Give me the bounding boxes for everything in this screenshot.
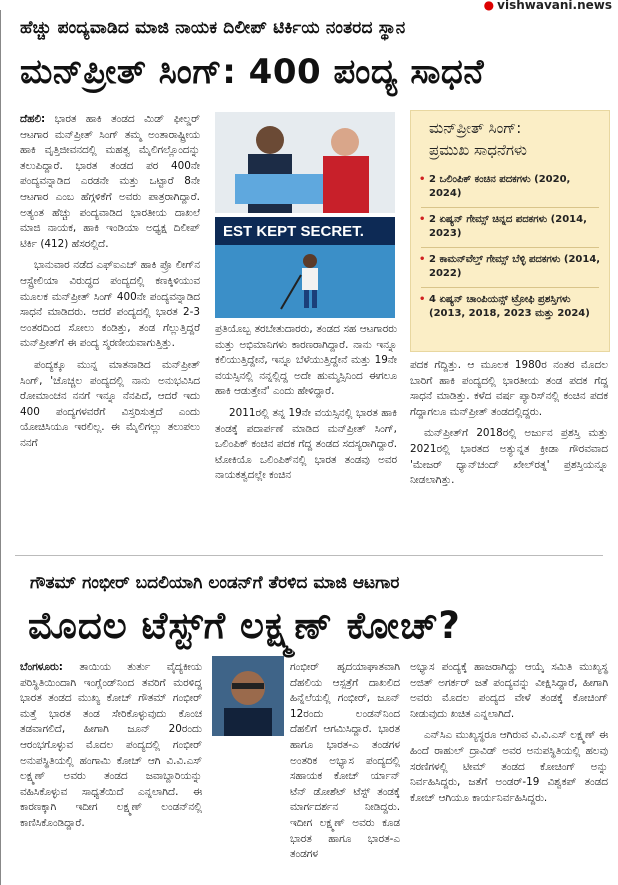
site-name-text: vishwavani.news: [497, 0, 612, 12]
story1-kicker: ಹೆಚ್ಚು ಪಂದ್ಯವಾಡಿದ ಮಾಜಿ ನಾಯಕ ದಿಲೀಪ್ ಟಿರ್ಕಿಯ ನಂತರದ ಸ್ಥಾನ: [20, 18, 406, 38]
action-photo-banner: EST KEPT SECRET.: [223, 223, 364, 240]
achievement-divider: [421, 207, 599, 208]
story2-col2-para-1: ಗಂಭೀರ್ ಹೃದಯಾಘಾತವಾಗಿ ದೆಹಲಿಯ ಆಸ್ಪತ್ರೆಗೆ ದಾಖಲಿದ ಹಿನ್ನೆಲೆಯಲ್ಲಿ ಗಂಭೀರ್, ಜೂನ್ 12ರಂದು ಲಂಡನ್‌ನಿಂದ ದೆಹಲಿಗೆ ಆಗಮಿಸಿದ್ದಾರೆ. ಭಾರತ ಹಾಗೂ ಭಾರತ-ಎ ತಂಡಗಳ ಅಂತರಿಕ ಅಭ್ಯಾಸ ಪಂದ್ಯದಲ್ಲಿ ಸಹಾಯಕ ಕೋಚ್ ರ್ಯಾನ್ ಟೆನ್ ಡೋಶೆಟ್ ಟೆಸ್ಟ್ ತಂಡಕ್ಕೆ ಮಾರ್ಗದರ್ಶನ ನೀಡಿದ್ದರು. ಇದೀಗ ಲಕ್ಷ್ಮಣ್ ಅವರು ಕೂಡ ಭಾರತ ಹಾಗೂ ಭಾರತ-ಎ ತಂಡಗಳ: [290, 661, 400, 861]
story2-col3-para-2: ಎನ್‌ಸಿಎ ಮುಖ್ಯಸ್ಥರೂ ಆಗಿರುವ ವಿ.ವಿ.ಎಸ್ ಲಕ್ಷ್ಮಣ್ ಈ ಹಿಂದೆ ರಾಹುಲ್ ದ್ರಾವಿಡ್ ಅವರ ಅನುಪಸ್ಥಿತಿಯಲ್ಲಿ ಹಲವು ಸರಣಿಗಳಲ್ಲಿ ಟೀಮ್ ತಂಡದ ಕೋಚಿಂಗ್ ಅನ್ನು ನಿರ್ವಹಿಸಿದ್ದರು, ಜತೆಗೆ ಅಂಡರ್-19 ವಿಶ್ವಕಪ್ ತಂಡದ ಕೋಚ್ ಆಗಿಯೂ ಕಾರ್ಯನಿರ್ವಹಿಸಿದ್ದರು.: [410, 729, 608, 804]
section-divider: [15, 555, 603, 556]
story1-col1-para-3: ಪಂದ್ಯಕ್ಕೂ ಮುನ್ನ ಮಾತನಾಡಿದ ಮನ್‌ಪ್ರೀತ್ ಸಿಂಗ್, 'ಚೊಚ್ಚಲ ಪಂದ್ಯದಲ್ಲಿ ನಾನು ಅನುಭವಿಸಿದ ರೋಮಾಂಚನ ನನಗೆ ಇನ್ನೂ ನೆನಪಿದೆ, ಆದರೆ ಇದು 400 ಪಂದ್ಯಗಳವರೆಗೆ ವಿಸ್ತರಿಸುತ್ತದೆ ಎಂದು ಯೋಚಿಸಿಯೂ ಇರಲಿಲ್ಲ. ಈ ಮೈಲಿಗಲ್ಲು ತಲುಪಲು ನನಗೆ: [20, 358, 200, 449]
story2-col1-text: ತಾಯಿಯ ತುರ್ತು ವೈದ್ಯಕೀಯ ಪರಿಸ್ಥಿತಿಯಿಂದಾಗಿ ಇಂಗ್ಲೆಂಡ್‌ನಿಂದ ತವರಿಗೆ ಮರಳಿದ್ದ ಭಾರತ ತಂಡದ ಮುಖ್ಯ ಕೋಚ್ ಗೌತಮ್ ಗಂಭೀರ್ ಮತ್ತೆ ಭಾರತ ತಂಡ ಸೇರಿಕೊಳ್ಳುವುದು ಕೊಂಚ ತಡವಾಗಲಿದೆ, ಹೀಗಾಗಿ ಜೂನ್ 20ರಂದು ಆರಂಭಗೊಳ್ಳುವ ಮೊದಲ ಪಂದ್ಯದಲ್ಲಿ ಗಂಭೀರ್ ಅನುಪಸ್ಥಿತಿಯಲ್ಲಿ ಹಂಗಾಮಿ ಕೋಚ್ ಆಗಿ ವಿ.ವಿ.ಎಸ್ ಲಕ್ಷ್ಮಣ್ ಅವರು ತಂಡದ ಜವಾಬ್ದಾರಿಯನ್ನು ವಹಿಸಿಕೊಳ್ಳುವ ಸಾಧ್ಯತೆಯಿದೆ ಎನ್ನಲಾಗಿದೆ. ಈ ಕಾರಣಕ್ಕಾಗಿ ಇದೀಗ ಲಕ್ಷ್ಮಣ್ ಲಂಡನ್‌ನಲ್ಲಿ ಕಾಣಿಸಿಕೊಂಡಿದ್ದಾರೆ.: [20, 661, 202, 829]
achievement-item-1-text: 2 ಒಲಿಂಪಿಕ್ ಕಂಚಿನ ಪದಕಗಳು (2020, 2024): [429, 174, 571, 199]
story1-column-1: [20, 112, 200, 532]
bullet-icon: •: [419, 174, 426, 185]
story1-headline: ಮನ್‌ಪ್ರೀತ್ ಸಿಂಗ್: 400 ಪಂದ್ಯ ಸಾಧನೆ: [20, 52, 485, 92]
achievement-item-3-text: 2 ಕಾಮನ್‌ವೆಲ್ತ್ ಗೇಮ್ಸ್ ಬೆಳ್ಳಿ ಪದಕಗಳು (2014, 2022): [429, 254, 601, 279]
achievements-title: ಮನ್‌ಪ್ರೀತ್ ಸಿಂಗ್:: [429, 119, 522, 137]
site-dot-icon: ●: [483, 0, 495, 12]
story1-col2-para-1: ಪ್ರತಿಯೊಬ್ಬ ತರಬೇತುದಾರರು, ತಂಡದ ಸಹ ಆಟಗಾರರು ಮತ್ತು ಅಭಿಮಾನಿಗಳು ಕಾರಣರಾಗಿದ್ದಾರೆ. ನಾನು ಇನ್ನೂ ಕಲಿಯುತ್ತಿದ್ದೇನೆ, ಇನ್ನೂ ಬೆಳೆಯುತ್ತಿದ್ದೇನೆ ಮತ್ತು 19ನೇ ವಯಸ್ಸಿನಲ್ಲಿ ನನ್ನಲ್ಲಿದ್ದ ಅದೇ ಹುಮ್ಮಸ್ಸಿನಿಂದ ಈಗಲೂ ಹಾಕಿ ಆಡುತ್ತೇನೆ' ಎಂದು ಹೇಳಿದ್ದಾರೆ.: [215, 323, 397, 398]
players-photo-art: [215, 112, 395, 213]
site-name: [484, 0, 612, 12]
action-photo: [215, 217, 395, 318]
story2-col1-para-1: [20, 660, 202, 832]
story2-column-1: [20, 660, 202, 875]
story1-col1-para-2: ಭಾನುವಾರ ನಡೆದ ಎಫ್‌ಐಎಚ್ ಹಾಕಿ ಪ್ರೊ ಲೀಗ್‌ನ ಆಸ್ಟ್ರೇಲಿಯಾ ವಿರುದ್ಧದ ಪಂದ್ಯದಲ್ಲಿ ಕಣಕ್ಕಿಳಿಯುವ ಮೂಲಕ ಮನ್‌ಪ್ರೀತ್ ಸಿಂಗ್ 400ನೇ ಪಂದ್ಯವನ್ನಾಡಿದ ಸಾಧನೆ ಮಾಡಿದರು. ಆದರೆ ಪಂದ್ಯದಲ್ಲಿ ಭಾರತ 2-3 ಅಂತರದಿಂದ ಸೋಲು ಕಂಡಿತ್ತು, ತಂಡ ಗೆಲ್ಲುತ್ತಿದ್ದರೆ ಮನ್‌ಪ್ರೀತ್‌ಗೆ ಈ ಪಂದ್ಯ ಸ್ಮರಣೀಯವಾಗುತ್ತಿತ್ತು.: [20, 259, 200, 350]
achievement-item-2-text: 2 ಏಷ್ಯನ್ ಗೇಮ್ಸ್ ಚಿನ್ನದ ಪದಕಗಳು (2014, 2023): [429, 214, 587, 239]
coach-photo: [212, 656, 284, 736]
story2-dateline: ಬೆಂಗಳೂರು:: [20, 661, 63, 673]
achievement-divider: [421, 287, 599, 288]
story2-kicker: ಗೌತಮ್ ಗಂಭೀರ್ ಬದಲಿಯಾಗಿ ಲಂಡನ್‌ಗೆ ತೆರಳಿದ ಮಾಜಿ ಆಟಗಾರ: [30, 573, 400, 593]
story1-dateline: ದೆಹಲಿ:: [20, 113, 46, 125]
achievements-subtitle: ಪ್ರಮುಖ ಸಾಧನೆಗಳು: [429, 141, 527, 159]
bullet-icon: •: [419, 294, 426, 305]
achievements-box: [410, 110, 610, 352]
story1-col3-para-1: ಪದಕ ಗೆದ್ದಿತ್ತು. ಆ ಮೂಲಕ 1980ರ ನಂತರ ಮೊದಲ ಬಾರಿಗೆ ಹಾಕಿ ಪಂದ್ಯದಲ್ಲಿ ಭಾರತೀಯ ತಂಡ ಪದಕ ಗೆದ್ದ ಸಾಧನೆ ಮಾಡಿತ್ತು. ಕಳೆದ ವರ್ಷ ಪ್ಯಾರಿಸ್‌ನಲ್ಲಿ ಕಂಚಿನ ಪದಕ ಗೆದ್ದಾಗಲೂ ಮನ್‌ಪ್ರೀತ್ ತಂಡದಲ್ಲಿದ್ದರು.: [410, 359, 608, 418]
achievement-item-2: [419, 213, 601, 241]
players-photo: [215, 112, 395, 213]
action-photo-art: [215, 217, 395, 318]
achievement-item-1: [419, 173, 601, 201]
coach-photo-art: [212, 656, 284, 736]
story1-col1-para-1: [20, 112, 200, 252]
achievement-item-4: [419, 293, 601, 321]
story2-headline: ಮೊದಲ ಟೆಸ್ಟ್‌ಗೆ ಲಕ್ಷ್ಮಣ್ ಕೋಚ್?: [28, 604, 461, 647]
story1-column-3: [410, 358, 608, 538]
story2-column-3: [410, 660, 608, 875]
bullet-icon: •: [419, 214, 426, 225]
story2-column-2-top: [290, 660, 400, 861]
achievement-divider: [421, 247, 599, 248]
achievement-item-4-text: 4 ಏಷ್ಯನ್ ಚಾಂಪಿಯನ್ಸ್ ಟ್ರೋಫಿ ಪ್ರಶಸ್ತಿಗಳು (2013, 2018, 2023 ಮತ್ತು 2024): [429, 294, 590, 319]
story2-col3-para-1: ಅಭ್ಯಾಸ ಪಂದ್ಯಕ್ಕೆ ಹಾಜರಾಗಿದ್ದು ಆಯ್ಕೆ ಸಮಿತಿ ಮುಖ್ಯಸ್ಥ ಅಜಿತ್ ಅಗರ್ಕರ್ ಜತೆ ಪಂದ್ಯವನ್ನು ವೀಕ್ಷಿಸಿದ್ದಾರೆ, ಹೀಗಾಗಿ ಅವರು ಮೊದಲ ಪಂದ್ಯದ ವೇಳೆ ತಂಡಕ್ಕೆ ಕೋಚಿಂಗ್ ನೀಡುವುದು ಖಚಿತ ಎನ್ನಲಾಗಿದೆ.: [410, 661, 608, 720]
bullet-icon: •: [419, 254, 426, 265]
page-left-border: [0, 10, 1, 885]
story1-column-2: [215, 322, 397, 537]
story1-col2-para-2: 2011ರಲ್ಲಿ ತನ್ನ 19ನೇ ವಯಸ್ಸಿನಲ್ಲಿ ಭಾರತ ಹಾಕಿ ತಂಡಕ್ಕೆ ಪದಾರ್ಪಣೆ ಮಾಡಿದ ಮನ್‌ಪ್ರೀತ್ ಸಿಂಗ್, ಒಲಿಂಪಿಕ್ ಕಂಚಿನ ಪದಕ ಗೆದ್ದ ತಂಡದ ಸದಸ್ಯರಾಗಿದ್ದಾರೆ. ಟೋಕಿಯೊ ಒಲಿಂಪಿಕ್‌ನಲ್ಲಿ ಭಾರತ ತಂಡವು ಅವರ ನಾಯಕತ್ವದಲ್ಲೇ ಕಂಚಿನ: [215, 406, 397, 482]
story1-col1-text-1: ಭಾರತ ಹಾಕಿ ತಂಡದ ಮಿಡ್ ಫೀಲ್ಡರ್ ಆಟಗಾರ ಮನ್‌ಪ್ರೀತ್ ಸಿಂಗ್ ತಮ್ಮ ಅಂತಾರಾಷ್ಟ್ರೀಯ ಹಾಕಿ ವೃತ್ತಿಜೀವನದಲ್ಲಿ ಮಹತ್ವ ಮೈಲಿಗಲ್ಲೊಂದನ್ನು ತಲುಪಿದ್ದಾರೆ. ಭಾರತ ತಂಡದ ಪರ 400ನೇ ಪಂದ್ಯವನ್ನಾಡಿದ ಎರಡನೇ ಮತ್ತು ಒಟ್ಟಾರೆ 8ನೇ ಆಟಗಾರ ಎಂಬ ಹೆಗ್ಗಳಿಕೆಗೆ ಅವರು ಪಾತ್ರರಾಗಿದ್ದಾರೆ. ಅತ್ಯಂತ ಹೆಚ್ಚು ಪಂದ್ಯವಾಡಿದ ಭಾರತೀಯ ದಾಖಲೆ ಮಾಜಿ ನಾಯಕ, ಹಾಕಿ ಇಂಡಿಯಾ ಅಧ್ಯಕ್ಷ ದಿಲೀಪ್ ಟಿರ್ಕಿ (412) ಹೆಸರಲ್ಲಿದೆ.: [20, 113, 200, 250]
achievement-item-3: [419, 253, 601, 281]
story1-col3-para-2: ಮನ್‌ಪ್ರೀತ್‌ಗೆ 2018ರಲ್ಲಿ ಅರ್ಜುನ ಪ್ರಶಸ್ತಿ ಮತ್ತು 2021ರಲ್ಲಿ ಭಾರತದ ಅತ್ಯುನ್ನತ ಕ್ರೀಡಾ ಗೌರವವಾದ 'ಮೇಜರ್ ಧ್ಯಾನ್‌ಚಂದ್ ಖೇಲ್‌ರತ್ನ' ಪ್ರಶಸ್ತಿಯನ್ನೂ ನೀಡಲಾಗಿತ್ತು.: [410, 427, 608, 487]
